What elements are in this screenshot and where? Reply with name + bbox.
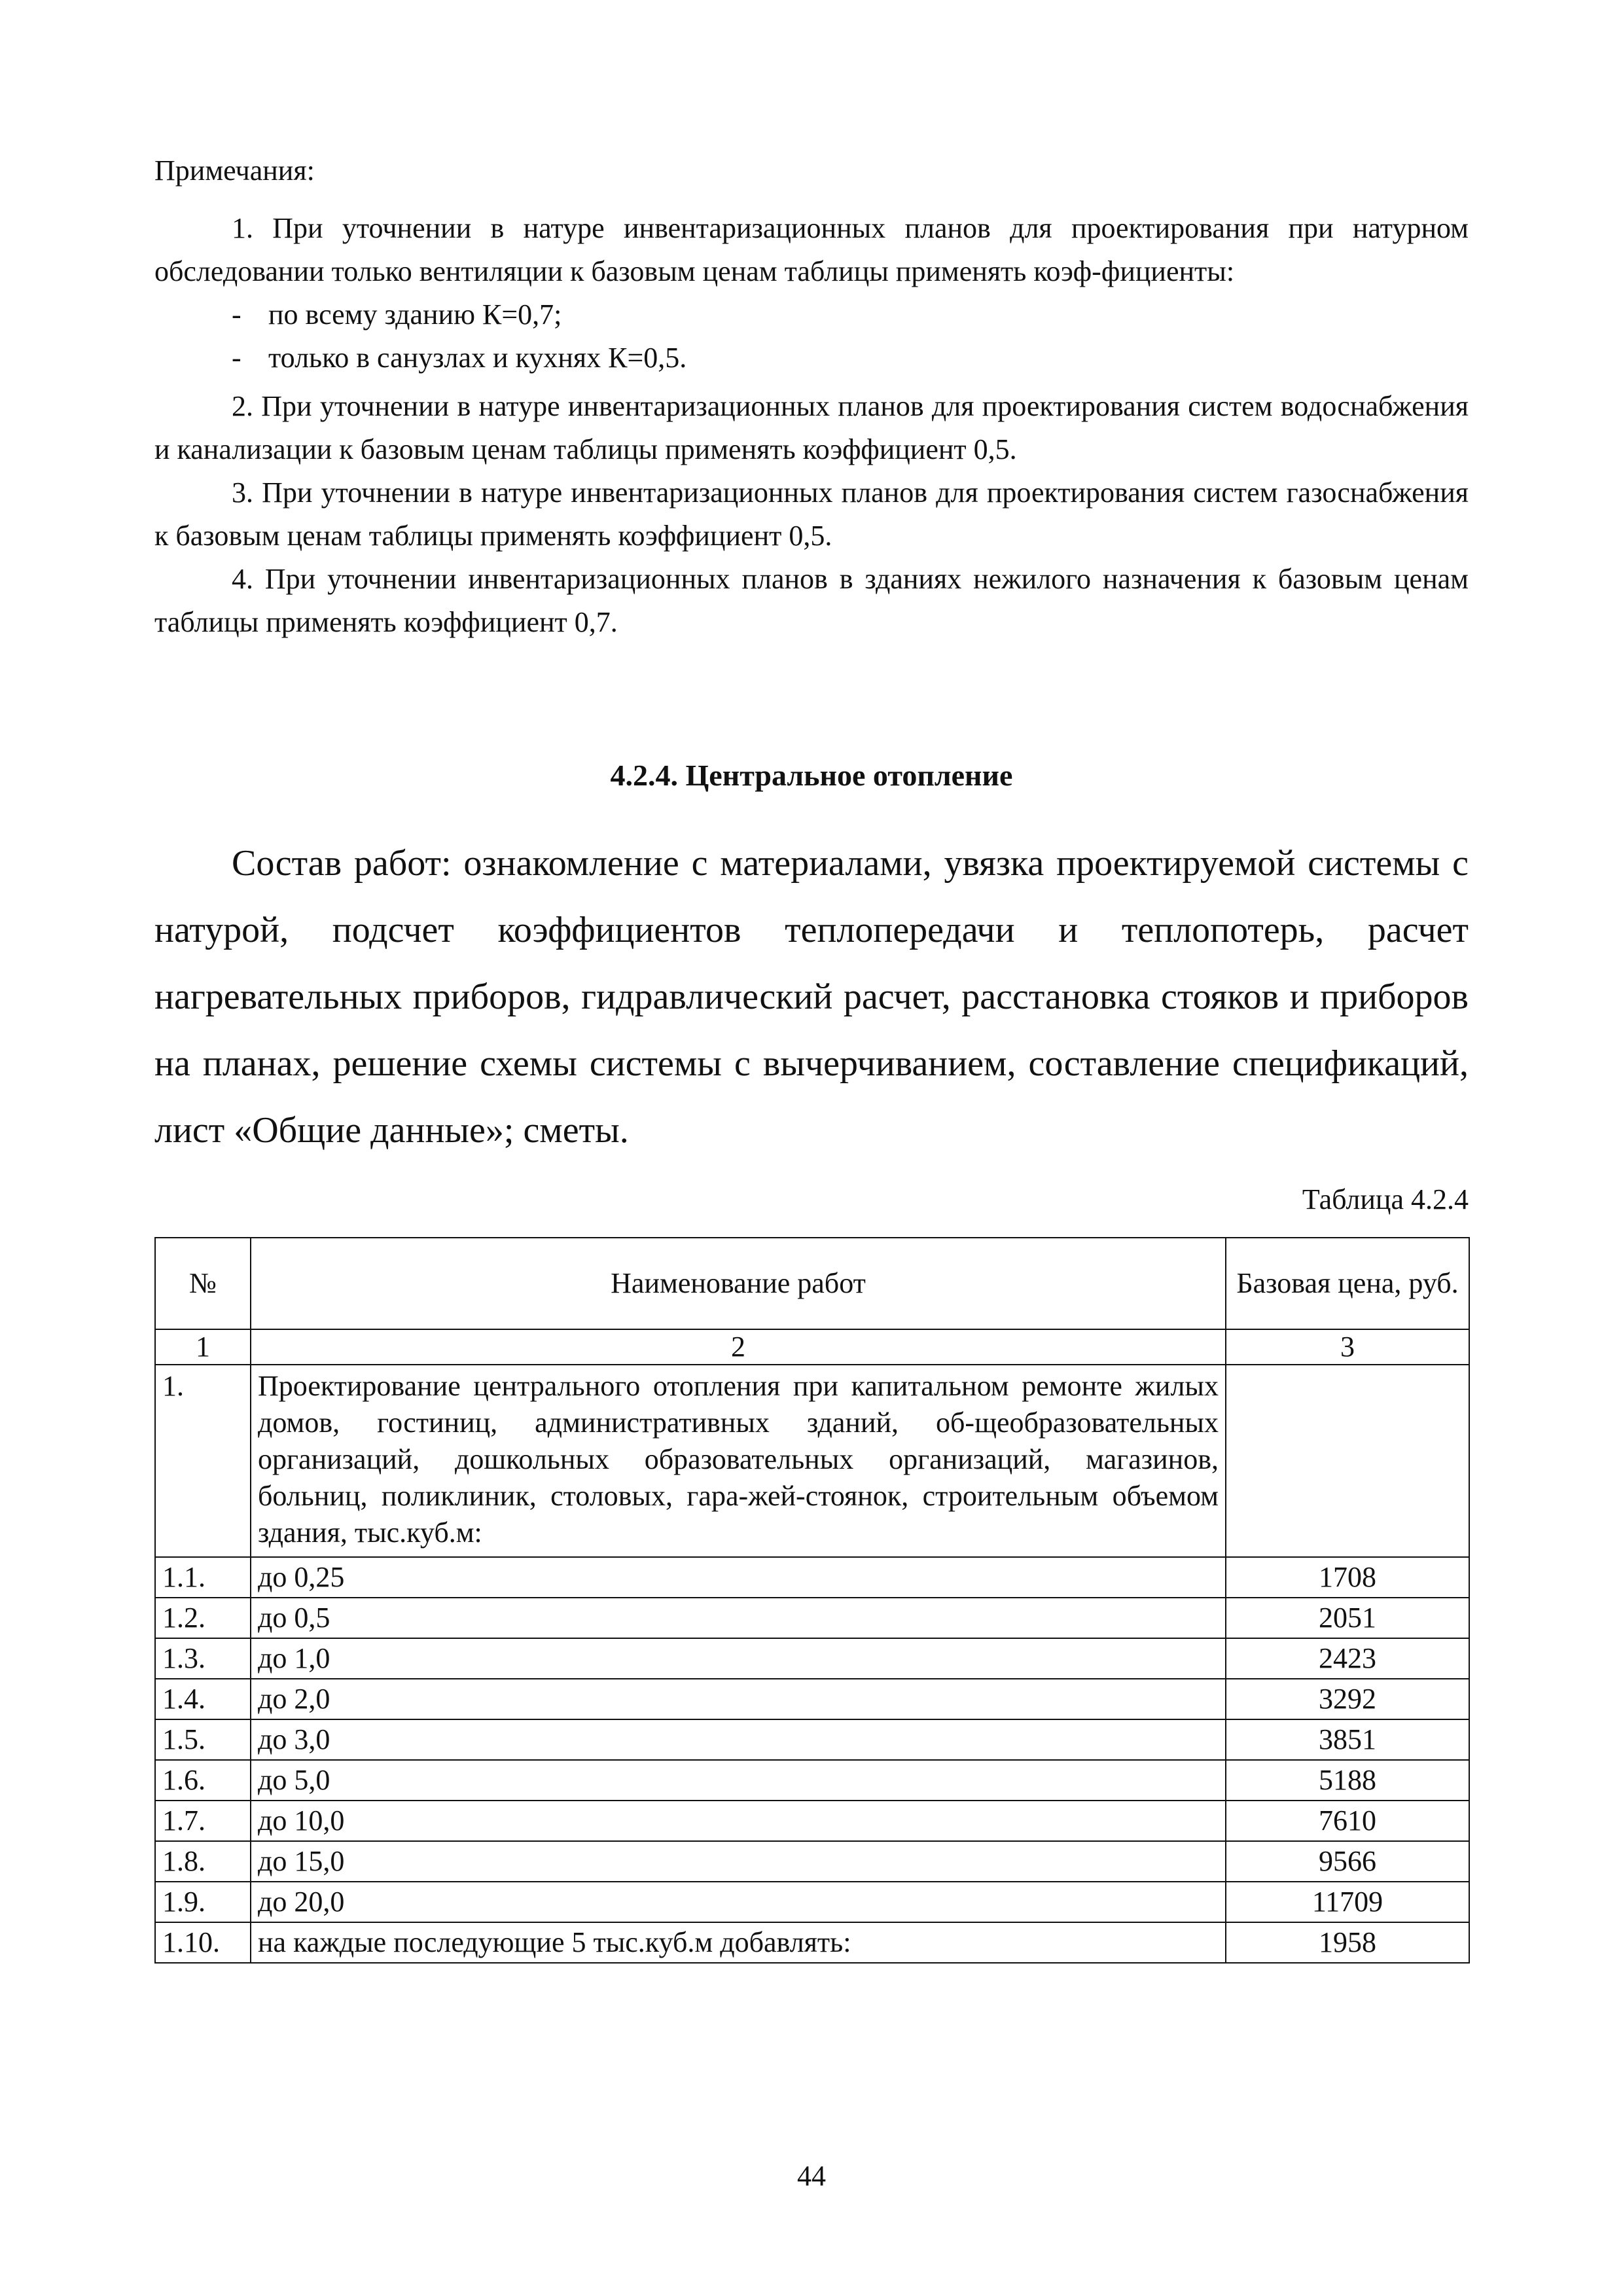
row-work-name: до 0,25 — [251, 1557, 1226, 1598]
work-composition: Состав работ: ознакомление с материалами, увязка проектируемой системы с натурой, подсчет коэффициентов теплопередачи и теплопотерь, расчет нагревательных приборов, гидравлический расчет, расстановка стояков и приборов на планах, решение схемы системы с вычерчиванием, составление спецификаций, лист «Общие данные»; сметы. — [154, 843, 1469, 1151]
subitem-text: по всему зданию К=0,7; — [268, 298, 562, 331]
row-number: 1.10. — [155, 1922, 251, 1963]
table-row — [155, 1679, 1469, 1719]
row-number: 1.8. — [155, 1841, 251, 1882]
table-row — [155, 1557, 1469, 1598]
dash-bullet: - — [232, 342, 241, 374]
row-work-name: Проектирование центрального отопления при капитальном ремонте жилых домов, гостиниц, административных зданий, об-щеобразовательных организаций, дошкольных образовательных организаций, магазинов, больниц, поликлиник, столовых, гара-жей-стоянок, строительным объемом здания, тыс.куб.м: — [251, 1365, 1226, 1557]
note-3: 3. При уточнении в натуре инвентаризационных планов для проектирования систем газоснабжения к базовым ценам таблицы применять коэффициент 0,5. — [154, 476, 1469, 552]
column-number: 1 — [155, 1329, 251, 1365]
row-price: 3292 — [1226, 1679, 1469, 1719]
row-price — [1226, 1365, 1469, 1557]
table-row — [155, 1841, 1469, 1882]
row-number: 1.6. — [155, 1760, 251, 1801]
row-work-name: до 10,0 — [251, 1801, 1226, 1841]
row-work-name: до 3,0 — [251, 1719, 1226, 1760]
note-1-subitem-2 — [154, 336, 1469, 380]
row-price: 2051 — [1226, 1598, 1469, 1638]
row-number: 1.1. — [155, 1557, 251, 1598]
notes-title: Примечания: — [154, 154, 315, 187]
subitem-text: только в санузлах и кухнях К=0,5. — [268, 342, 687, 374]
price-table — [154, 1237, 1470, 1964]
row-work-name: до 0,5 — [251, 1598, 1226, 1638]
table-row — [155, 1801, 1469, 1841]
row-price: 3851 — [1226, 1719, 1469, 1760]
notes-block — [154, 149, 1469, 644]
table-row — [155, 1638, 1469, 1679]
section-heading: 4.2.4. Центральное отопление — [610, 759, 1013, 792]
row-number: 1.4. — [155, 1679, 251, 1719]
header-number: № — [155, 1238, 251, 1329]
row-work-name: до 1,0 — [251, 1638, 1226, 1679]
row-work-name: до 5,0 — [251, 1760, 1226, 1801]
row-price: 9566 — [1226, 1841, 1469, 1882]
column-number: 3 — [1226, 1329, 1469, 1365]
row-number: 1. — [155, 1365, 251, 1557]
row-work-name: до 20,0 — [251, 1882, 1226, 1922]
column-number-row — [155, 1329, 1469, 1365]
row-work-name: до 15,0 — [251, 1841, 1226, 1882]
row-price: 1958 — [1226, 1922, 1469, 1963]
row-number: 1.7. — [155, 1801, 251, 1841]
note-2: 2. При уточнении в натуре инвентаризационных планов для проектирования систем водоснабжения и канализации к базовым ценам таблицы применять коэффициент 0,5. — [154, 390, 1469, 465]
page-number: 44 — [797, 2160, 826, 2192]
row-number: 1.3. — [155, 1638, 251, 1679]
table-row — [155, 1760, 1469, 1801]
note-1: 1. При уточнении в натуре инвентаризационных планов для проектирования при натурном обследовании только вентиляции к базовым ценам таблицы применять коэф-фициенты: — [154, 212, 1469, 287]
table-row — [155, 1719, 1469, 1760]
row-work-name: до 2,0 — [251, 1679, 1226, 1719]
table-row — [155, 1598, 1469, 1638]
row-price: 1708 — [1226, 1557, 1469, 1598]
row-price: 7610 — [1226, 1801, 1469, 1841]
column-number: 2 — [251, 1329, 1226, 1365]
note-1-subitem-1 — [154, 293, 1469, 336]
table-header-row — [155, 1238, 1469, 1329]
header-base-price: Базовая цена, руб. — [1226, 1238, 1469, 1329]
table-caption: Таблица 4.2.4 — [1302, 1183, 1469, 1215]
row-number: 1.9. — [155, 1882, 251, 1922]
header-work-name: Наименование работ — [251, 1238, 1226, 1329]
dash-bullet: - — [232, 298, 241, 331]
table-row — [155, 1882, 1469, 1922]
row-work-name: на каждые последующие 5 тыс.куб.м добавлять: — [251, 1922, 1226, 1963]
row-price: 11709 — [1226, 1882, 1469, 1922]
row-price: 2423 — [1226, 1638, 1469, 1679]
row-number: 1.2. — [155, 1598, 251, 1638]
row-price: 5188 — [1226, 1760, 1469, 1801]
note-4: 4. При уточнении инвентаризационных планов в зданиях нежилого назначения к базовым ценам таблицы применять коэффициент 0,7. — [154, 563, 1469, 638]
table-row — [155, 1922, 1469, 1963]
row-number: 1.5. — [155, 1719, 251, 1760]
table-group-row — [155, 1365, 1469, 1557]
